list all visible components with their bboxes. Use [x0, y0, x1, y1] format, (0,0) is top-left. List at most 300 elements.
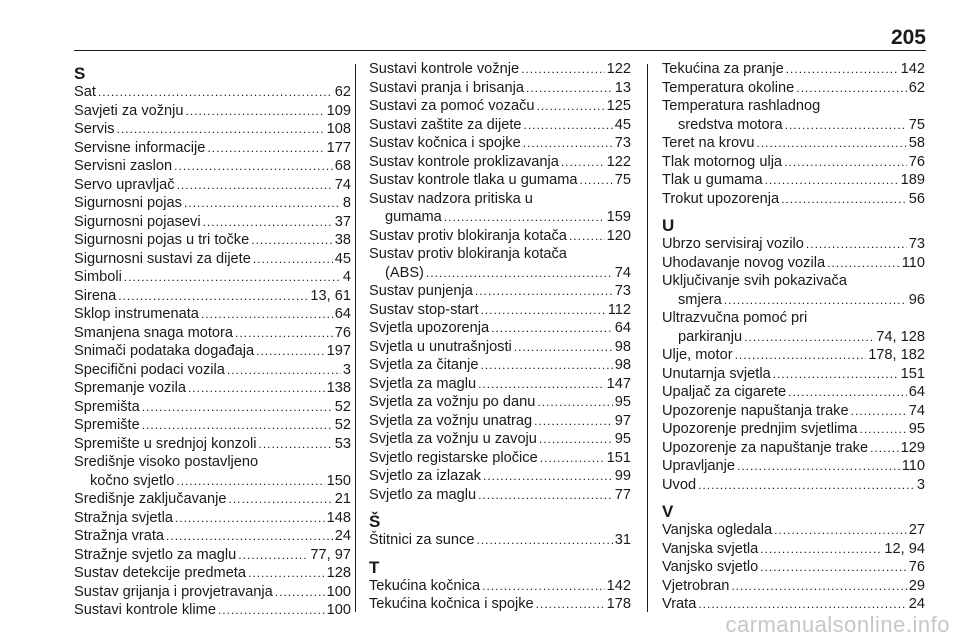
dot-leader: [98, 83, 333, 102]
entry-row: [74, 139, 351, 158]
dot-leader: [444, 208, 605, 227]
index-entry: [662, 420, 925, 439]
entry-row: [74, 527, 351, 546]
index-entry: [369, 531, 631, 550]
index-entry: [74, 120, 351, 139]
entry-row: [662, 457, 925, 476]
dot-leader: [806, 235, 907, 254]
dot-leader: [859, 420, 906, 439]
index-entry: [74, 416, 351, 435]
entry-text: Upozorenje prednjim svjetlima: [662, 421, 858, 437]
dot-leader: [218, 601, 325, 620]
entry-row: [662, 383, 925, 402]
entry-text: Sustav kontrole proklizavanja: [369, 153, 559, 170]
entry-page: 56: [908, 190, 925, 207]
entry-row: [369, 153, 631, 172]
entry-text: Snimači podataka događaja: [74, 343, 255, 359]
dot-leader: [870, 439, 899, 458]
entry-row: [662, 540, 925, 559]
entry-page: 197: [326, 343, 351, 359]
index-entry: [369, 412, 631, 431]
index-entry: [74, 305, 351, 324]
entry-text: Sustavi kontrole vožnje: [369, 61, 520, 77]
header-rule: [74, 50, 926, 51]
index-entry: [369, 227, 631, 246]
dot-leader: [426, 264, 613, 283]
entry-row: [74, 250, 351, 269]
index-entry: [662, 134, 925, 153]
index-entry: [369, 60, 631, 79]
entry-row: [369, 412, 631, 431]
entry-text: Sigurnosni pojas: [74, 195, 182, 211]
entry-page: 99: [614, 468, 631, 484]
dot-leader: [540, 449, 605, 468]
section-letter: T: [369, 557, 380, 577]
dot-leader: [229, 490, 333, 509]
dot-leader: [526, 79, 613, 98]
entry-row: [369, 467, 631, 486]
index-entry: [369, 116, 631, 135]
entry-text-line1: Ultrazvučna pomoć pri: [662, 310, 808, 326]
entry-text: Uhodavanje novog vozila: [662, 254, 826, 271]
entry-row: [369, 356, 631, 375]
entry-row: [662, 116, 925, 135]
dot-leader: [124, 268, 341, 287]
entry-page: 31: [614, 532, 631, 548]
entry-row: [74, 231, 351, 250]
index-entry: [369, 467, 631, 486]
index-entry: [369, 430, 631, 449]
index-entry: [369, 338, 631, 357]
entry-page: 97: [614, 412, 631, 429]
index-entry: [369, 577, 631, 596]
entry-row: [369, 171, 631, 190]
dot-leader: [756, 134, 906, 153]
entry-row: [662, 595, 925, 614]
entry-text: sredstva motora: [678, 116, 783, 133]
page-number: 205: [890, 26, 926, 49]
dot-leader: [561, 153, 605, 172]
index-entry: [662, 235, 925, 254]
entry-text: Specifični podaci vozila: [74, 361, 225, 378]
entry-page: 8: [342, 195, 351, 211]
index-entry: [74, 564, 351, 583]
entry-text: Sustav kontrole tlaka u gumama: [369, 172, 578, 188]
index-entry: [662, 79, 925, 98]
entry-row: [369, 486, 631, 505]
entry-row: [369, 449, 631, 468]
dot-leader: [524, 116, 613, 135]
entry-page: 98: [614, 357, 631, 373]
dot-leader: [251, 231, 333, 250]
entry-text: Upaljač za cigarete: [662, 384, 787, 400]
index-entry: [369, 190, 631, 227]
entry-text: gumama: [385, 209, 442, 225]
entry-text: Sustavi kontrole klime: [74, 602, 216, 618]
index-entry: [662, 309, 925, 346]
entry-page: 3: [342, 361, 351, 378]
entry-row: [369, 79, 631, 98]
entry-row: [662, 439, 925, 458]
entry-row: [369, 375, 631, 394]
entry-text-line1: Središnje visoko postavljeno: [74, 454, 259, 470]
dot-leader: [731, 577, 906, 596]
column-divider: [647, 64, 648, 612]
index-entry: [74, 379, 351, 398]
entry-text: Svjetla u unutrašnjosti: [369, 338, 512, 355]
entry-row: [662, 235, 925, 254]
entry-text: Spremište: [74, 417, 140, 433]
entry-page: 159: [606, 209, 631, 225]
dot-leader: [227, 361, 341, 380]
entry-page: 100: [326, 583, 351, 600]
dot-leader: [760, 558, 907, 577]
entry-page: 122: [606, 153, 631, 170]
dot-leader: [735, 346, 867, 365]
index-entry: [662, 153, 925, 172]
index-entry: [369, 153, 631, 172]
entry-row: [662, 476, 925, 495]
index-entry: [74, 435, 351, 454]
entry-page: 129: [900, 439, 925, 456]
entry-text: Sustavi zaštite za dijete: [369, 116, 522, 133]
dot-leader: [207, 139, 324, 158]
entry-row: [369, 430, 631, 449]
entry-page: 58: [908, 135, 925, 151]
entry-page: 178: [606, 596, 631, 612]
index-entry: [369, 97, 631, 116]
entry-text: Teret na krovu: [662, 135, 755, 151]
entry-text: kočno svjetlo: [90, 472, 175, 489]
entry-text-line1: Temperatura rashladnog: [662, 98, 821, 114]
entry-text: Vjetrobran: [662, 577, 730, 594]
entry-text: Tlak motornog ulja: [662, 153, 783, 170]
entry-page: 62: [334, 84, 351, 100]
entry-text: Tekućina kočnica: [369, 577, 481, 594]
dot-leader: [235, 324, 333, 343]
dot-leader: [478, 486, 613, 505]
dot-leader: [788, 383, 907, 402]
section-letter: S: [74, 64, 86, 83]
index-entry: [74, 398, 351, 417]
index-entry: [74, 527, 351, 546]
dot-leader: [827, 254, 900, 273]
entry-row: [662, 171, 925, 190]
entry-row: [74, 83, 351, 102]
index-entry: [369, 595, 631, 614]
entry-page: 24: [334, 528, 351, 544]
index-entry: [369, 301, 631, 320]
index-entry: [662, 190, 925, 209]
entry-text: Sigurnosni pojasevi: [74, 213, 201, 230]
column-divider: [355, 64, 356, 612]
index-entry: [662, 346, 925, 365]
entry-text-line1: Uključivanje svih pokazivača: [662, 273, 847, 289]
entry-text: Sustav protiv blokiranja kotača: [369, 227, 567, 244]
entry-page: 178, 182: [868, 347, 925, 363]
dot-leader: [481, 356, 613, 375]
index-entry: [74, 546, 351, 565]
entry-text: Tekućina kočnica i spojke: [369, 596, 534, 612]
dot-leader: [256, 342, 325, 361]
entry-row: [74, 583, 351, 602]
entry-page: 13: [614, 79, 631, 96]
entry-page: 29: [908, 577, 925, 594]
dot-leader: [796, 79, 907, 98]
dot-leader: [579, 171, 612, 190]
entry-row: [74, 194, 351, 213]
entry-text: Svjetlo za maglu: [369, 486, 477, 503]
entry-page: 76: [908, 153, 925, 170]
entry-page: 13, 61: [310, 287, 351, 304]
entry-text: Upozorenje napuštanja trake: [662, 402, 849, 419]
entry-row: [662, 254, 925, 273]
entry-page: 110: [901, 458, 925, 474]
index-entry: [369, 393, 631, 412]
entry-text: Stražnje svjetlo za maglu: [74, 546, 237, 563]
dot-leader: [253, 250, 333, 269]
entry-page: 24: [908, 596, 925, 612]
entry-text: Stražnja vrata: [74, 528, 165, 544]
entry-page: 95: [614, 431, 631, 447]
dot-leader: [786, 60, 899, 79]
entry-page: 109: [326, 102, 351, 119]
entry-page: 148: [326, 509, 351, 526]
entry-page: 64: [908, 384, 925, 400]
entry-text: Sat: [74, 84, 96, 100]
entry-page: 75: [908, 116, 925, 133]
entry-page: 151: [606, 449, 631, 466]
index-entry: [662, 457, 925, 476]
entry-page: 75: [614, 172, 631, 188]
entry-row: [74, 305, 351, 324]
entry-text: Svjetla za čitanje: [369, 357, 479, 373]
entry-page: 150: [326, 472, 351, 489]
index-entry: [369, 282, 631, 301]
entry-page: 52: [334, 417, 351, 433]
entry-row: [662, 521, 925, 540]
entry-page: 4: [342, 269, 351, 285]
entry-row: [74, 472, 351, 491]
index-entry: [74, 157, 351, 176]
index-entry: [74, 268, 351, 287]
index-entry: [74, 231, 351, 250]
entry-page: 177: [326, 139, 351, 156]
index-entry: [74, 250, 351, 269]
entry-row: [369, 319, 631, 338]
dot-leader: [475, 282, 613, 301]
entry-row: [74, 268, 351, 287]
entry-text: Svjetlo registarske pločice: [369, 449, 538, 466]
dot-leader: [534, 412, 613, 431]
dot-leader: [698, 476, 915, 495]
entry-row: [369, 60, 631, 79]
entry-page: 138: [326, 380, 351, 396]
dot-leader: [186, 102, 325, 121]
entry-row: [369, 595, 631, 614]
entry-text: Tekućina za pranje: [662, 61, 784, 77]
entry-row: [369, 393, 631, 412]
dot-leader: [539, 430, 613, 449]
entry-page: 189: [900, 172, 925, 188]
index-entry: [74, 194, 351, 213]
section-letter: Š: [369, 512, 381, 531]
dot-leader: [174, 157, 333, 176]
entry-page: 38: [334, 232, 351, 248]
entry-page: 3: [916, 476, 925, 493]
entry-row: [369, 134, 631, 153]
entry-row: [369, 227, 631, 246]
entry-text: Sustavi za pomoć vozaču: [369, 98, 535, 114]
entry-row: [74, 287, 351, 306]
entry-row: [369, 338, 631, 357]
entry-page: 100: [326, 602, 351, 618]
entry-text: Vanjska ogledala: [662, 522, 773, 538]
entry-row: [369, 116, 631, 135]
entry-text: Tlak u gumama: [662, 172, 763, 188]
entry-row: [74, 213, 351, 232]
index-entry: [369, 449, 631, 468]
entry-page: 73: [908, 236, 925, 252]
entry-row: [74, 564, 351, 583]
entry-page: 21: [334, 491, 351, 507]
entry-text: Spremišta: [74, 398, 140, 415]
entry-page: 12, 94: [884, 540, 925, 557]
index-entry: [662, 540, 925, 559]
entry-page: 64: [614, 320, 631, 336]
entry-row: [74, 342, 351, 361]
watermark: carmanualsonline.info: [725, 612, 950, 637]
index-entry: [74, 287, 351, 306]
dot-leader: [536, 97, 604, 116]
dot-leader: [177, 176, 333, 195]
entry-text: Štitnici za sunce: [369, 532, 475, 548]
entry-text: Ulje, motor: [662, 347, 733, 363]
index-entry: [662, 97, 925, 134]
entry-page: 74: [908, 402, 925, 419]
index-entry: [74, 342, 351, 361]
entry-text: Sustav grijanja i provjetravanja: [74, 583, 273, 600]
entry-row: [74, 324, 351, 343]
entry-text: Svjetla upozorenja: [369, 320, 490, 336]
entry-text: Sustav punjenja: [369, 283, 473, 299]
entry-text-line1: Sustav protiv blokiranja kotača: [369, 246, 567, 262]
dot-leader: [774, 521, 907, 540]
index-entry: [662, 171, 925, 190]
entry-row: [74, 102, 351, 121]
entry-text: Uvod: [662, 476, 697, 493]
entry-row: [662, 402, 925, 421]
dot-leader: [536, 595, 605, 614]
entry-row: [662, 153, 925, 172]
entry-text: Svjetla za vožnju u zavoju: [369, 431, 537, 447]
entry-text: Sirena: [74, 287, 117, 304]
entry-row: [662, 558, 925, 577]
entry-row: [662, 79, 925, 98]
entry-text: Središnje zaključavanje: [74, 491, 227, 507]
entry-text: Spremište u srednjoj konzoli: [74, 435, 257, 452]
entry-page: 68: [334, 158, 351, 174]
dot-leader: [201, 305, 333, 324]
entry-page: 53: [334, 435, 351, 452]
dot-leader: [175, 509, 325, 528]
entry-text: Sustav detekcije predmeta: [74, 565, 246, 581]
dot-leader: [176, 472, 324, 491]
entry-text: Vrata: [662, 596, 697, 612]
dot-leader: [184, 194, 341, 213]
entry-page: 112: [607, 301, 631, 318]
dot-leader: [188, 379, 325, 398]
index-entry: [74, 490, 351, 509]
entry-page: 108: [326, 121, 351, 137]
dot-leader: [142, 416, 333, 435]
index-entry: [369, 486, 631, 505]
entry-page: 45: [614, 116, 631, 133]
index-entry: [369, 134, 631, 153]
entry-row: [369, 208, 631, 227]
dot-leader: [259, 435, 333, 454]
entry-text: Svjetlo za izlazak: [369, 468, 481, 484]
index-entry: [662, 402, 925, 421]
entry-page: 95: [908, 421, 925, 437]
index-entry: [369, 171, 631, 190]
index-entry: [74, 583, 351, 602]
entry-text: Vanjsko svjetlo: [662, 559, 759, 575]
entry-row: [662, 60, 925, 79]
index-entry: [74, 509, 351, 528]
dot-leader: [773, 365, 899, 384]
entry-page: 147: [606, 375, 631, 392]
dot-leader: [203, 213, 333, 232]
entry-row: [74, 601, 351, 620]
entry-text: Spremanje vozila: [74, 380, 186, 396]
entry-page: 27: [908, 522, 925, 538]
entry-row: [662, 134, 925, 153]
entry-text: Servisni zaslon: [74, 158, 173, 174]
index-entry: [74, 102, 351, 121]
entry-page: 62: [908, 79, 925, 96]
index-entry: [662, 595, 925, 614]
entry-page: 110: [901, 254, 925, 271]
dot-leader: [117, 120, 325, 139]
entry-row: [74, 361, 351, 380]
entry-row: [662, 577, 925, 596]
entry-text: Savjeti za vožnju: [74, 102, 184, 119]
dot-leader: [569, 227, 605, 246]
index-entry: [74, 176, 351, 195]
entry-text: Upravljanje: [662, 458, 736, 474]
entry-row: [369, 577, 631, 596]
entry-text: Sigurnosni pojas u tri točke: [74, 232, 250, 248]
index-entry: [369, 356, 631, 375]
index-entry: [662, 365, 925, 384]
index-entry: [369, 245, 631, 282]
index-entry: [662, 383, 925, 402]
dot-leader: [698, 595, 906, 614]
entry-page: 64: [334, 306, 351, 322]
entry-text: Servisne informacije: [74, 139, 206, 156]
dot-leader: [521, 60, 605, 79]
entry-page: 95: [614, 394, 631, 410]
index-entry: [74, 213, 351, 232]
entry-row: [662, 365, 925, 384]
dot-leader: [785, 116, 907, 135]
dot-leader: [275, 583, 325, 602]
index-entry: [74, 324, 351, 343]
entry-page: 74: [334, 176, 351, 193]
dot-leader: [478, 375, 605, 394]
entry-text: Servis: [74, 121, 115, 137]
